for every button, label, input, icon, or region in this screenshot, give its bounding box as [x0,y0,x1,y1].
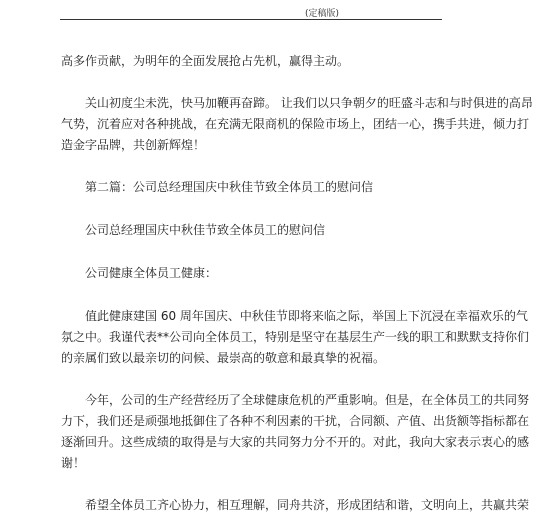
paragraph-greeting [61,306,530,369]
text-line: 氛之中。我谨代表**公司向全体员工，特别是坚守在基层生产一线的职工和默默支持你们 [61,330,530,344]
paragraph-review [61,390,530,474]
header-draft-label: (定稿版) [305,9,340,19]
text-line: 关山初度尘未洗，快马加鞭再奋蹄。 让我们以只争朝夕的旺盛斗志和与时俱进的高昂 [85,96,533,110]
section-heading [61,177,443,198]
paragraph-continuation [61,51,443,72]
text-line: 气势，沉着应对各种挑战，在充满无限商机的保险市场上，团结一心，携手共进，倾力打 [61,117,530,131]
text-line: 的亲属们致以最亲切的问候、最崇高的敬意和最真挚的祝福。 [61,351,386,365]
text-line: 高多作贡献，为明年的全面发展抢占先机，赢得主动。 [61,54,350,68]
text-line: 今年，公司的生产经营经历了全球健康危机的严重影响。但是，在全体员工的共同努 [85,393,530,407]
paragraph-closing-appeal [61,93,533,156]
text-line: 公司总经理国庆中秋佳节致全体员工的慰问信 [85,223,326,237]
paragraph-hope [61,495,530,516]
text-line: 力下，我们还是顽强地抵御住了各种不利因素的干扰，合同额、产值、出货额等指标都在 [61,414,530,428]
document-body [61,51,533,516]
letter-title [61,220,443,241]
text-line: 第二篇：公司总经理国庆中秋佳节致全体员工的慰问信 [85,180,374,194]
text-line: 逐渐回升。这些成绩的取得是与大家的共同努力分不开的。对此，我向大家表示衷心的感 [61,435,530,449]
text-line: 谢！ [61,456,86,470]
letter-salutation [61,263,443,284]
text-line: 公司健康全体员工健康： [85,266,218,280]
text-line: 值此健康建国 60 周年国庆、中秋佳节即将来临之际，举国上下沉浸在幸福欢乐的气 [85,309,528,323]
text-line: 造金字品牌，共创新辉煌！ [61,138,206,152]
header-rule [60,19,442,20]
text-line: 希望全体员工齐心协力，相互理解，同舟共济，形成团结和谐，文明向上，共赢共荣 [85,498,530,512]
